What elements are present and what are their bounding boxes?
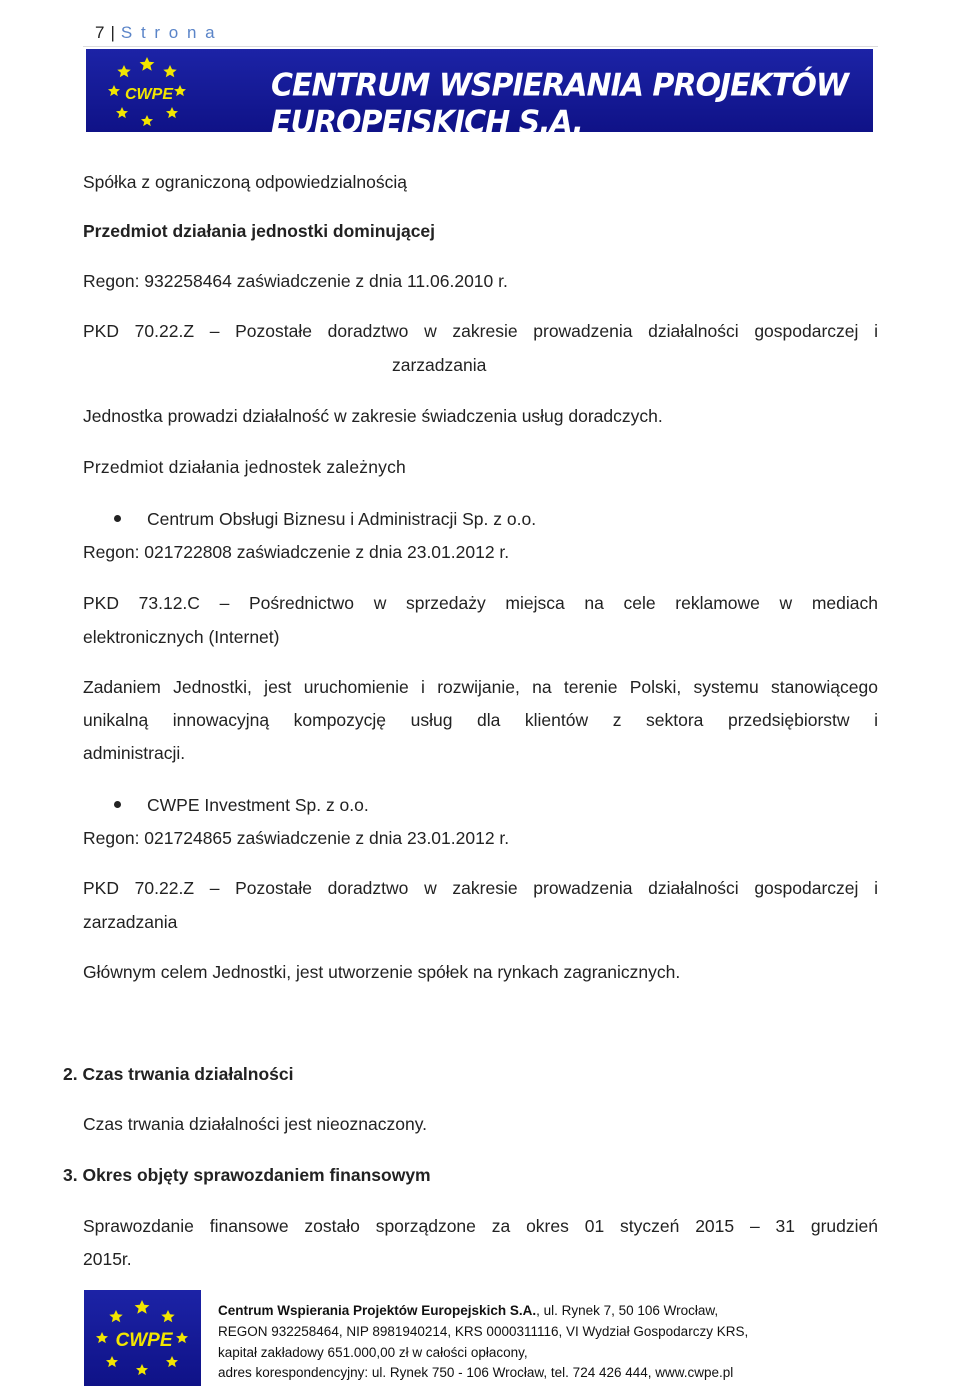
page-number: 7	[95, 23, 105, 42]
section-3-line1: Sprawozdanie finansowe zostało sporządzone za okres 01 styczeń 2015 – 31 grudzień	[83, 1216, 878, 1236]
section-2-heading: 2. Czas trwania działalności	[63, 1064, 294, 1084]
subsidiary-1-pkd-line2: elektronicznych (Internet)	[83, 627, 280, 647]
subsidiary-1-desc-line2: unikalną innowacyjną kompozycję usług dla klientów z sektora przedsiębiorstw i	[83, 710, 878, 730]
subsidiary-1-name: Centrum Obsługi Biznesu i Administracji Sp. z o.o.	[147, 509, 537, 529]
header-banner	[86, 49, 873, 141]
header-divider	[83, 46, 878, 47]
page-separator: |	[110, 23, 115, 42]
parent-heading: Przedmiot działania jednostki dominującej	[83, 221, 436, 241]
page-word: S t r o n a	[120, 23, 217, 42]
banner-title: CENTRUM WSPIERANIA PROJEKTÓW EUROPEJSKICH S.A.	[271, 67, 848, 141]
section-3-heading: 3. Okres objęty sprawozdaniem finansowym	[63, 1165, 431, 1185]
parent-pkd-line1: PKD 70.22.Z – Pozostałe doradztwo w zakresie prowadzenia działalności gospodarczej i	[83, 321, 878, 341]
subsidiary-2-name: CWPE Investment Sp. z o.o.	[147, 795, 369, 815]
section-3-line2: 2015r.	[83, 1249, 132, 1269]
subsidiary-1-pkd-line1: PKD 73.12.C – Pośrednictwo w sprzedaży miejsca na cele reklamowe w mediach	[83, 593, 878, 613]
subsidiaries-heading: Przedmiot działania jednostek zależnych	[83, 457, 406, 477]
footer-registration: REGON 932258464, NIP 8981940214, KRS 0000311116, VI Wydział Gospodarczy KRS,	[218, 1324, 749, 1339]
svg-text:CWPE: CWPE	[125, 86, 173, 103]
subsidiary-2-description: Głównym celem Jednostki, jest utworzenie spółek na rynkach zagranicznych.	[83, 962, 681, 982]
page-number-label	[95, 23, 217, 43]
svg-text:CWPE: CWPE	[115, 1330, 173, 1351]
subsidiary-1-desc-line3: administracji.	[83, 743, 186, 763]
subsidiary-2-pkd-line2: zarzadzania	[83, 912, 178, 932]
parent-pkd-line2: zarzadzania	[392, 355, 487, 375]
footer-company-name: Centrum Wspierania Projektów Europejskich S.A.	[218, 1303, 537, 1318]
footer-capital: kapitał zakładowy 651.000,00 zł w całości opłacony,	[218, 1345, 528, 1360]
subsidiary-2-pkd-line1: PKD 70.22.Z – Pozostałe doradztwo w zakresie prowadzenia działalności gospodarczej i	[83, 878, 878, 898]
subsidiary-1-regon: Regon: 021722808 zaświadczenie z dnia 23.01.2012 r.	[83, 542, 510, 562]
footer-contact: adres korespondencyjny: ul. Rynek 750 - 106 Wrocław, tel. 724 426 444, www.cwpe.pl	[218, 1365, 734, 1380]
section-2-text: Czas trwania działalności jest nieoznaczony.	[83, 1114, 428, 1134]
subsidiary-2-regon: Regon: 021724865 zaświadczenie z dnia 23.01.2012 r.	[83, 828, 510, 848]
footer-company-line	[218, 1302, 718, 1319]
cwpe-logo-icon	[104, 53, 190, 129]
footer-company-address: , ul. Rynek 7, 50 106 Wrocław,	[536, 1303, 719, 1318]
cwpe-footer-logo-icon	[90, 1296, 194, 1380]
bullet-icon	[114, 515, 121, 522]
parent-regon: Regon: 932258464 zaświadczenie z dnia 11.06.2010 r.	[83, 271, 508, 291]
company-type: Spółka z ograniczoną odpowiedzialnością	[83, 172, 407, 192]
subsidiary-1-desc-line1: Zadaniem Jednostki, jest uruchomienie i rozwijanie, na terenie Polski, systemu stanowiącego	[83, 677, 878, 697]
bullet-icon	[114, 801, 121, 808]
parent-description: Jednostka prowadzi działalność w zakresie świadczenia usług doradczych.	[83, 406, 663, 426]
footer-logo	[84, 1290, 201, 1386]
